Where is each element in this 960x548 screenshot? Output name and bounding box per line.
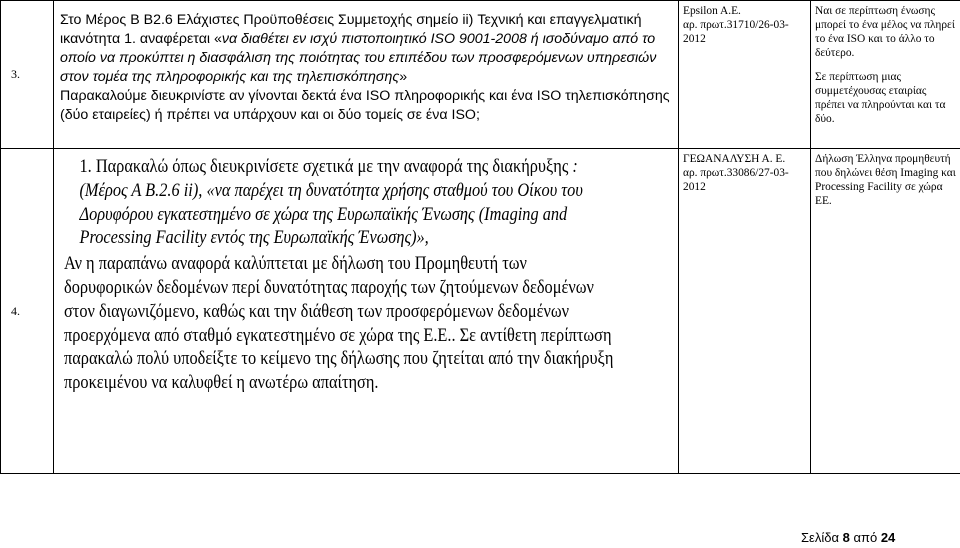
answer-paragraph: Δήλωση Έλληνα προμηθευτή που δηλώνει θέση Imaging και Processing Facility σε χώρα ΕΕ.: [815, 153, 956, 207]
table-row: [1, 149, 960, 474]
page-label: Σελίδα: [801, 530, 839, 545]
question-cell: [54, 149, 679, 474]
page-total: 24: [880, 530, 896, 545]
question-intro: Στο Μέρος Β Β2.6 Ελάχιστες Προϋποθέσεις Συμμετοχής σημείο ii) Τεχνική και επαγγελματική ικανότητα 1. αναφέρεται «: [60, 12, 642, 47]
source-company: ΓΕΩΑΝΑΛΥΣΗ Α. Ε.: [683, 153, 786, 165]
answer-paragraph: Ναι σε περίπτωση ένωσης μπορεί το ένα μέλος να πληρεί το ένα ISO και το άλλο το δεύτερο.: [815, 5, 955, 59]
question-cell: [54, 1, 679, 149]
question-text: [60, 11, 672, 87]
question-ask: Παρακαλούμε διευκρινίστε αν γίνονται δεκτά ένα ISO πληροφορικής και ένα ISO τηλεπισκόπησης (δύο εταιρείες) ή πρέπει να υπάρχουν και οι δύο τομείς σε ένα ISO;: [60, 88, 670, 123]
page-separator: από: [853, 530, 878, 545]
question-lead: [64, 155, 613, 250]
answer-cell: [811, 149, 960, 474]
question-quote-close: »: [399, 69, 408, 85]
source-protocol: αρ. πρωτ.31710/26-03-2012: [683, 19, 789, 45]
page-footer: [801, 530, 895, 545]
source-cell: [679, 1, 811, 149]
answer-paragraph: Σε περίπτωση μιας συμμετέχουσας εταιρίας πρέπει να πληρούνται και τα δύο.: [815, 71, 946, 125]
question-body: Αν η παραπάνω αναφορά καλύπτεται με δήλωση του Προμηθευτή των δορυφορικών δεδομένων περί δυνατότητας παροχής των ζητούμενων δεδομένων στον διαγωνιζόμενο, καθώς και την διάθεση των προσφερόμενων δεδομένων προερχόμενα από σταθμό εγκατεστημένο σε χώρα της Ε.Ε.. Σε αντίθετη περίπτωση παρακαλώ πολύ υποδείξτε το κείμενο της δήλωσης που ζητείται από την διακήρυξη προκειμένου να καλυφθεί η ανωτέρω απαίτηση.: [64, 253, 614, 394]
row-number: 4.: [1, 149, 54, 474]
row-number: 3.: [1, 1, 54, 149]
question-lead-plain: 1. Παρακαλώ όπως διευκρινίσετε σχετικά με την αναφορά της διακήρυξης: [79, 156, 573, 177]
table-row: [1, 1, 960, 149]
question-quote: να διαθέτει εν ισχύ πιστοποιητικό ISO 9001-2008 ή ισοδύναμο από το οποίο να προκύπτει η διασφάλιση της ποιότητας του επιπέδου των προσφερόμενων υπηρεσιών στον τομέα της πληροφορικής και της τηλεπισκόπησης: [60, 31, 657, 85]
page-current: 8: [842, 530, 850, 545]
source-cell: [679, 149, 811, 474]
answer-cell: [811, 1, 960, 149]
source-company: Epsilon A.E.: [683, 5, 741, 17]
source-protocol: αρ. πρωτ.33086/27-03-2012: [683, 167, 789, 193]
question-lead-italic: :(Μέρος Α Β.2.6 ii), «να παρέχει τη δυνατότητα χρήσης σταθμού του Οίκου του Δορυφόρου εγκατεστημένο σε χώρα της Ευρωπαϊκής Ένωσης (Imaging and Processing Facility εντός της Ευρωπαϊκής Ένωσης)»,: [79, 156, 583, 249]
